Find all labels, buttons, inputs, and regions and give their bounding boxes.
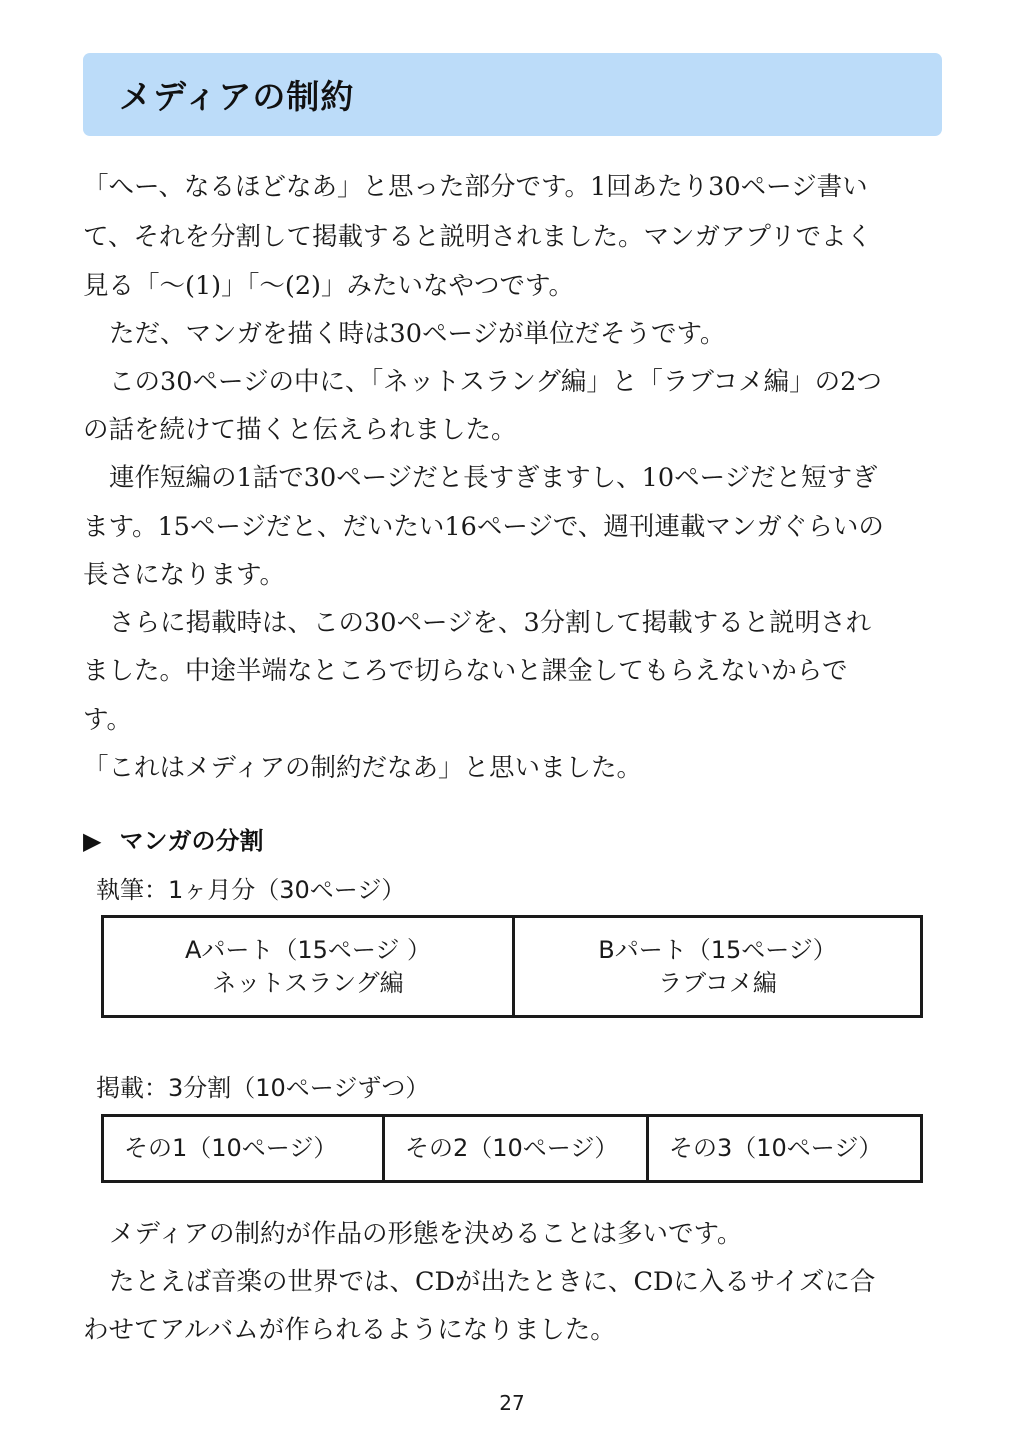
part-a-title: Aパート（15ページ ） [184,936,432,965]
writing-parts-box [101,915,923,1018]
body-line: す。 [83,705,132,735]
publishing-parts-box [101,1114,923,1183]
page-number: 27 [499,1391,525,1415]
chapter-header-band [83,53,942,136]
triangle-marker-icon: ▶ [83,827,102,855]
part-a-cell [104,918,512,1015]
chapter-title: メディアの制約 [119,77,355,116]
body-line: ただ、マンガを描く時は30ページが単位だそうです。 [109,319,726,349]
section-heading [83,821,263,856]
body-line: 「これはメディアの制約だなあ」と思いました。 [83,753,642,783]
publishing-caption: 掲載：3分割（10ページずつ） [96,1074,430,1102]
part-b-subtitle: ラブコメ編 [658,968,777,997]
writing-caption: 執筆：1ヶ月分（30ページ） [96,876,406,904]
publish-part-3-cell: その3（10ページ） [646,1117,920,1180]
section-title: マンガの分割 [119,827,264,855]
body-line: 長さになります。 [83,560,285,590]
body-line: ます。15ページだと、だいたい16ページで、週刊連載マンガぐらいの [83,512,884,542]
body-line: の話を続けて描くと伝えられました。 [83,415,517,445]
body-line: て、それを分割して掲載すると説明されました。マンガアプリでよく [83,222,872,252]
body-line: この30ページの中に、「ネットスラング編」と「ラブコメ編」の2つ [109,367,882,397]
body-line: ました。中途半端なところで切らないと課金してもらえないからで [83,656,848,686]
closing-line: わせてアルバムが作られるようになりました。 [83,1315,616,1345]
part-b-cell [512,918,920,1015]
publish-part-2-cell: その2（10ページ） [382,1117,646,1180]
body-line: さらに掲載時は、この30ページを、3分割して掲載すると説明され [109,608,872,638]
closing-line: メディアの制約が作品の形態を決めることは多いです。 [109,1219,743,1249]
part-b-title: Bパート（15ページ） [598,936,837,965]
body-line: 「へー、なるほどなあ」と思った部分です。1回あたり30ページ書い [83,172,868,202]
body-line: 連作短編の1話で30ページだと長すぎますし、10ページだと短すぎ [109,463,878,493]
body-line: 見る「～(1)」「～(2)」みたいなやつです。 [83,271,574,301]
part-a-subtitle: ネットスラング編 [212,968,404,997]
closing-line: たとえば音楽の世界では、CDが出たときに、CDに入るサイズに合 [109,1267,876,1297]
publish-part-1-cell: その1（10ページ） [124,1134,338,1163]
